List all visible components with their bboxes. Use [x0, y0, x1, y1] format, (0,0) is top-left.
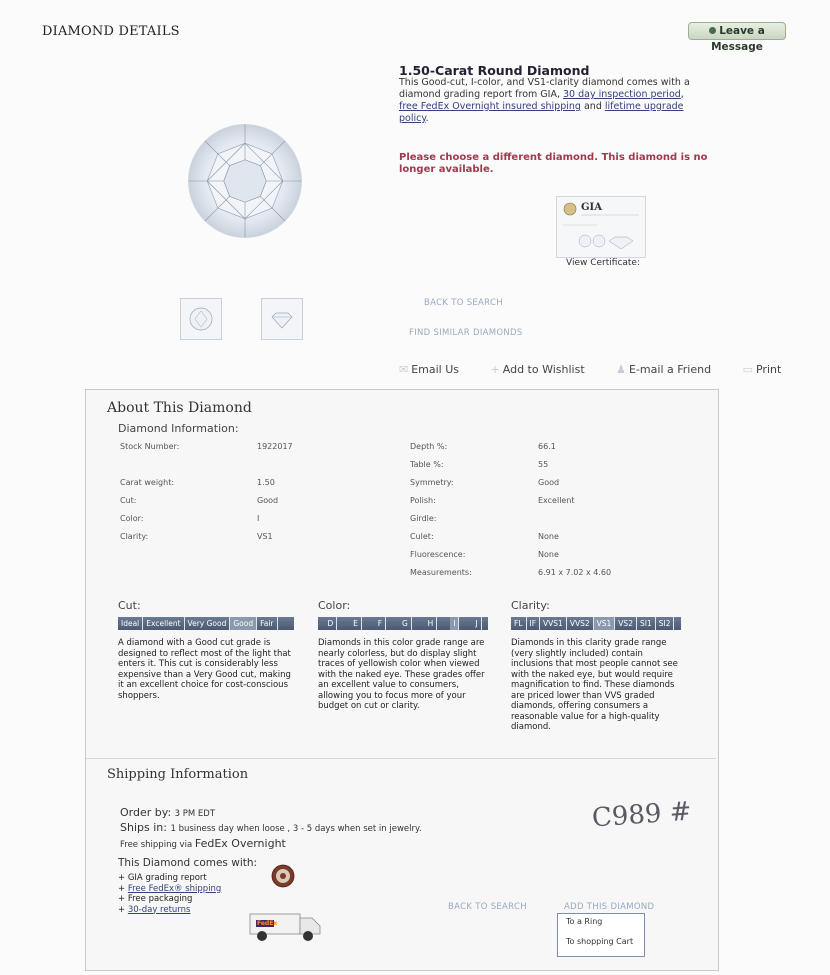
clarity-scale	[511, 617, 681, 630]
scale-grade: Excellent	[143, 617, 184, 630]
spec-value: Good	[538, 478, 560, 487]
description-sep: and	[580, 101, 605, 112]
spec-value: 55	[538, 460, 549, 469]
color-scale	[318, 617, 488, 630]
diamond-image	[186, 122, 304, 240]
list-item: + Free packaging	[118, 894, 193, 904]
cut-heading: Cut:	[118, 599, 141, 612]
email-us-action[interactable]	[399, 363, 473, 376]
spec-label: Depth %:	[410, 442, 448, 451]
envelope-icon: ✉	[399, 363, 409, 376]
shipping-heading: Shipping Information	[107, 767, 249, 782]
handwritten-note: C989 #	[591, 796, 693, 834]
spec-label: Clarity:	[120, 532, 149, 541]
scale-grade: SI2	[656, 617, 675, 630]
scale-grade: VVS2	[567, 617, 594, 630]
back-to-search-bottom[interactable]: BACK TO SEARCH	[448, 902, 527, 912]
scale-grade-selected: Good	[230, 617, 257, 630]
cut-description: A diamond with a Good cut grade is designed to reflect most of the light that enters it. This cut is considerably less expensive than a Very Good cut, making it an excellent choice for cost-conscious shoppers.	[118, 638, 291, 701]
diamond-info-subheading: Diamond Information:	[118, 422, 239, 435]
spec-label: Cut:	[120, 496, 137, 505]
spec-value: Excellent	[538, 496, 575, 505]
spec-value: Good	[257, 496, 279, 505]
free-shipping-value: FedEx Overnight	[194, 837, 286, 850]
shipping-link[interactable]: free FedEx Overnight insured shipping	[399, 101, 581, 112]
description-sep: ,	[680, 89, 684, 100]
print-label: Print	[755, 363, 782, 376]
included-list	[118, 873, 221, 915]
clarity-heading: Clarity:	[511, 599, 550, 612]
diamond-description	[399, 77, 699, 125]
about-heading: About This Diamond	[107, 400, 252, 416]
printer-icon: ▭	[742, 363, 753, 376]
spec-value: 6.91 x 7.02 x 4.60	[538, 568, 612, 577]
inspection-link[interactable]: 30 day inspection period	[563, 89, 681, 100]
cut-scale	[118, 617, 294, 630]
spec-label: Measurements:	[410, 568, 472, 577]
add-diamond-heading: ADD THIS DIAMOND	[564, 902, 655, 912]
spec-label: Table %:	[410, 460, 444, 469]
free-shipping	[120, 837, 286, 850]
order-by-value: 3 PM EDT	[174, 809, 216, 819]
spec-label: Color:	[120, 514, 144, 523]
comes-with-heading: This Diamond comes with:	[118, 857, 258, 869]
scale-grade: Very Good	[185, 617, 231, 630]
scale-grade: VVS1	[540, 617, 567, 630]
free-shipping-label: Free shipping via	[120, 840, 195, 850]
spec-label: Polish:	[410, 496, 436, 505]
upgrade-policy-link[interactable]: lifetime upgrade policy	[399, 101, 684, 124]
add-to-cart-option[interactable]: To shopping Cart	[566, 937, 634, 946]
list-item: + GIA grading report	[118, 873, 207, 883]
scale-grade-selected: VS1	[594, 617, 616, 630]
scale-grade: D	[324, 617, 337, 630]
color-description: Diamonds in this color grade range are nearly colorless, but do display slight traces of yellowish color when viewed with the naked eye. These grades offer an excellent value to consumers, allowing you to focus more of your budget on cut or clarity.	[318, 638, 485, 711]
ships-in-label: Ships in:	[120, 821, 171, 834]
thumbnail-side-view[interactable]	[261, 298, 303, 340]
back-to-search-link[interactable]: BACK TO SEARCH	[424, 298, 503, 308]
spec-label: Culet:	[410, 532, 434, 541]
leave-message-label: Leave a Message	[711, 25, 765, 53]
spec-label: Fluorescence:	[410, 550, 466, 559]
ships-in-value: 1 business day when loose , 3 - 5 days when set in jewelry.	[170, 824, 422, 834]
scale-grade: F	[375, 617, 386, 630]
email-friend-action[interactable]	[616, 363, 725, 376]
spec-label: Girdle:	[410, 514, 437, 523]
add-to-ring-option[interactable]: To a Ring	[566, 917, 603, 926]
find-similar-link[interactable]: FIND SIMILAR DIAMONDS	[409, 328, 523, 338]
scale-grade: Ideal	[118, 617, 143, 630]
plus-icon: +	[490, 363, 500, 376]
spec-value: None	[538, 532, 559, 541]
order-by-label: Order by:	[120, 806, 175, 819]
unavailable-notice: Please choose a different diamond. This diamond is no longer available.	[399, 152, 708, 175]
gia-certificate-thumbnail[interactable]	[556, 196, 646, 258]
ships-in	[120, 821, 422, 834]
list-item: + Free FedEx® shipping	[118, 883, 222, 894]
print-action[interactable]	[743, 363, 796, 376]
scale-grade: Fair	[257, 617, 277, 630]
scale-grade: H	[425, 617, 438, 630]
email-us-label: Email Us	[411, 363, 460, 376]
scale-grade: FL	[511, 617, 527, 630]
list-item: + 30-day returns	[118, 904, 191, 915]
seal-icon	[271, 864, 295, 888]
spec-label: Carat weight:	[120, 478, 175, 487]
free-shipping-link[interactable]: Free FedEx® shipping	[127, 883, 222, 894]
clarity-description: Diamonds in this clarity grade range (very slightly included) contain inclusions that most people cannot see with the naked eye, but would require magnification to find. These diamonds are priced lower than VVS graded diamonds, offering consumers a reasonable value for a high-quality diamond.	[511, 638, 678, 732]
person-icon: ♟	[616, 363, 627, 376]
spec-value: 1922017	[257, 442, 293, 451]
list-item-text: GIA grading report	[127, 873, 207, 883]
add-options-box	[557, 913, 645, 957]
spec-value: 66.1	[538, 442, 556, 451]
scale-grade: J	[472, 617, 481, 630]
spec-value: VS1	[257, 532, 273, 541]
diamond-title: 1.50-Carat Round Diamond	[399, 63, 590, 78]
spec-label: Stock Number:	[120, 442, 180, 451]
chat-icon	[709, 27, 716, 34]
page-title: DIAMOND DETAILS	[42, 24, 180, 39]
spec-label: Symmetry:	[410, 478, 454, 487]
description-text: This Good-cut, I-color, and VS1-clarity diamond comes with a diamond grading report from GIA,	[399, 77, 690, 100]
wishlist-label: Add to Wishlist	[502, 363, 585, 376]
scale-grade: SI1	[637, 617, 656, 630]
description-end: .	[425, 113, 429, 124]
color-heading: Color:	[318, 599, 351, 612]
fedex-logo-text: FedEx	[257, 920, 278, 927]
order-by	[120, 806, 215, 819]
thumbnail-top-view[interactable]	[180, 298, 222, 340]
list-item-text: Free packaging	[127, 894, 193, 904]
action-bar	[399, 363, 809, 376]
scale-grade: G	[399, 617, 412, 630]
scale-grade: IF	[527, 617, 541, 630]
gia-logo-text: GIA	[581, 202, 602, 213]
scale-grade: E	[350, 617, 362, 630]
diamond-profile-icon	[262, 299, 302, 339]
diamond-thumbnail-icon	[181, 299, 221, 339]
spec-value: 1.50	[257, 478, 275, 487]
add-to-wishlist-action[interactable]	[491, 363, 599, 376]
scale-grade-selected: I	[450, 617, 459, 630]
view-certificate-label[interactable]: View Certificate:	[566, 258, 640, 268]
section-divider	[86, 758, 716, 759]
scale-grade: VS2	[615, 617, 637, 630]
leave-message-button[interactable]	[688, 22, 786, 53]
spec-value: None	[538, 550, 559, 559]
email-friend-label: E-mail a Friend	[629, 363, 712, 376]
returns-link[interactable]: 30-day returns	[127, 904, 191, 915]
spec-value: I	[257, 514, 260, 523]
